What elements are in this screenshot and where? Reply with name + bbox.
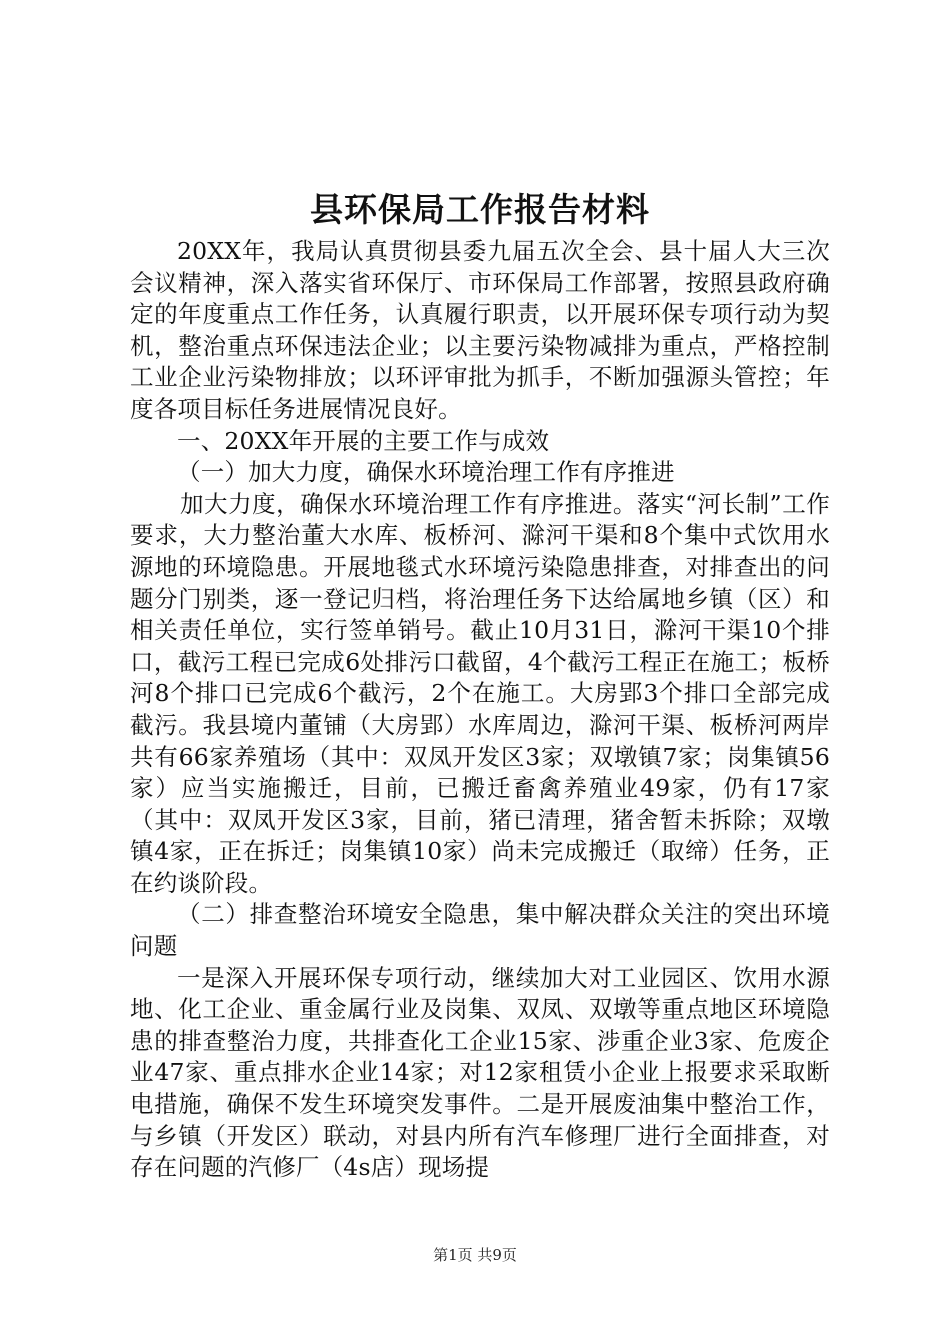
body-paragraph-2: 一是深入开展环保专项行动，继续加大对工业园区、饮用水源地、化工企业、重金属行业及岗集、双凤、双墩等重点地区环境隐患的排查整治力度，共排查化工企业15家、涉重企业3家、危废企业47家、重点排水企业14家；对12家租赁小企业上报要求采取断电措施，确保不发生环境突发事件。二是开展废油集中整治工作，与乡镇（开发区）联动，对县内所有汽车修理厂进行全面排查，对存在问题的汽修厂（4s店）现场提 [130, 963, 830, 1182]
document-title: 县环保局工作报告材料 [310, 190, 650, 229]
body-paragraph-1: 加大力度，确保水环境治理工作有序推进。落实“河长制”工作要求，大力整治董大水库、板桥河、滁河干渠和8个集中式饮用水源地的环境隐患。开展地毯式水环境污染隐患排查，对排查出的问题分门别类，逐一登记归档，将治理任务下达给属地乡镇（区）和相关责任单位，实行签单销号。截止10月31日，滁河干渠10个排口，截污工程已完成6处排污口截留，4个截污工程正在施工；板桥河8个排口已完成6个截污，2个在施工。大房郢3个排口全部完成截污。我县境内董铺（大房郢）水库周边，滁河干渠、板桥河两岸共有66家养殖场（其中：双凤开发区3家；双墩镇7家；岗集镇56家）应当实施搬迁，目前，已搬迁畜禽养殖业49家，仍有17家（其中：双凤开发区3家，目前，猪已清理，猪舍暂未拆除；双墩镇4家，正在拆迁；岗集镇10家）尚未完成搬迁（取缔）任务，正在约谈阶段。 [130, 489, 830, 897]
subsection-heading-2: （二）排查整治环境安全隐患，集中解决群众关注的突出环境问题 [130, 900, 830, 961]
page-footer: 第1页 共9页 [433, 1246, 517, 1264]
document-page [130, 184, 830, 1184]
section-heading: 一、20XX年开展的主要工作与成效 [177, 426, 550, 455]
intro-paragraph: 20XX年，我局认真贯彻县委九届五次全会、县十届人大三次会议精神，深入落实省环保厅、市环保局工作部署，按照县政府确定的年度重点工作任务，认真履行职责，以开展环保专项行动为契机，整治重点环保违法企业；以主要污染物减排为重点，严格控制工业企业污染物排放；以环评审批为抓手，不断加强源头管控；年度各项目标任务进展情况良好。 [130, 237, 830, 423]
subsection-heading-1: （一）加大力度，确保水环境治理工作有序推进 [177, 458, 675, 487]
